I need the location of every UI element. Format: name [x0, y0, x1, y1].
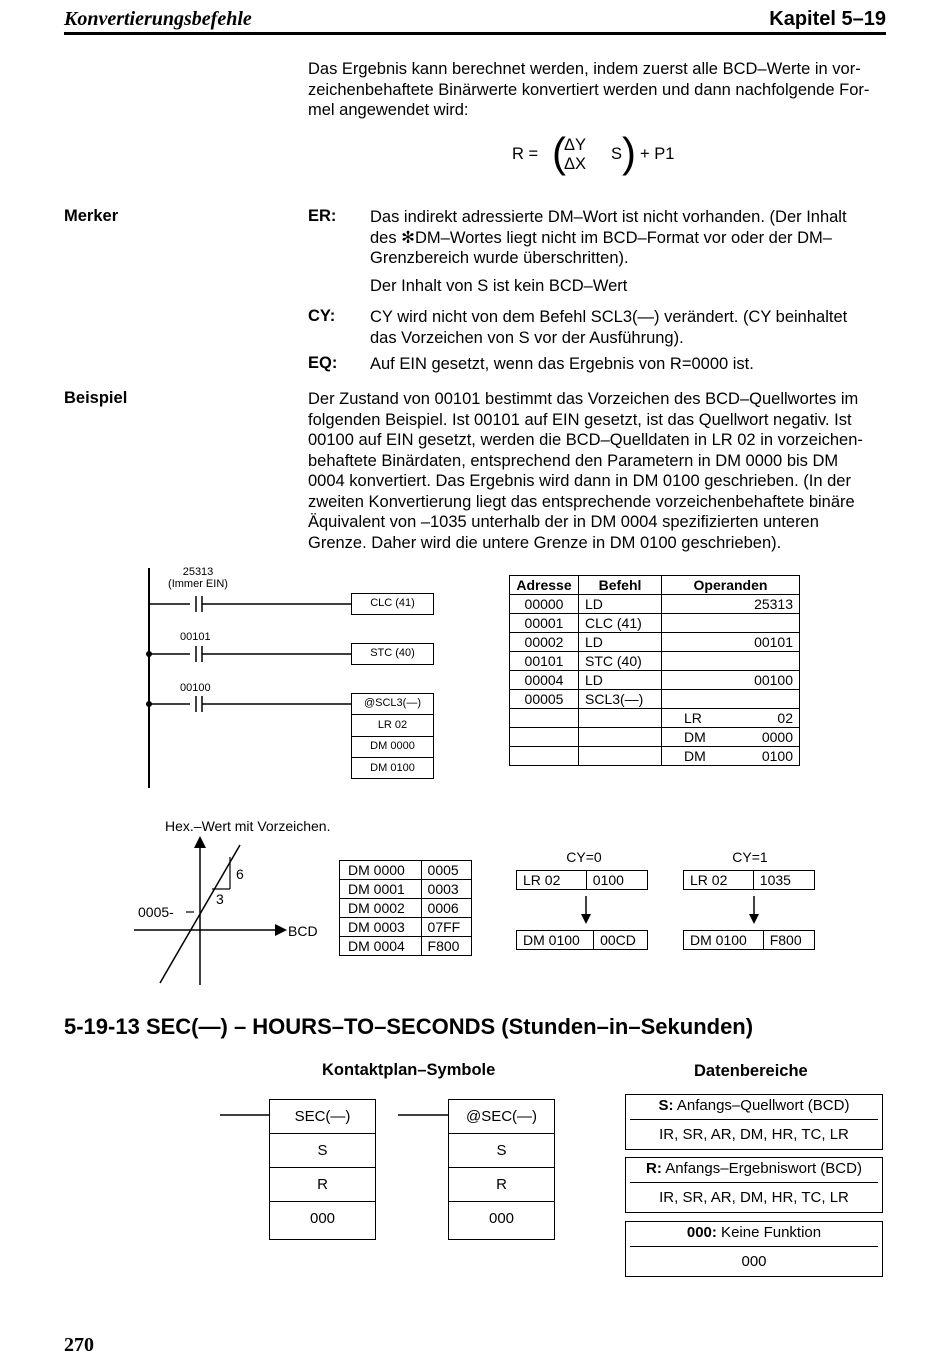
cell-operand-type: LR: [662, 709, 715, 728]
cell-operand-value: 00101: [714, 633, 800, 652]
area-s-key: S:: [658, 1097, 674, 1114]
cell-operand-value: 0000: [714, 728, 800, 747]
cy1-source-value: 1035: [753, 871, 814, 890]
areas-title: Datenbereiche: [694, 1062, 808, 1080]
table-row: [510, 690, 800, 709]
beispiel-paragraph: [308, 389, 898, 553]
dm-address: DM 0002: [340, 899, 422, 918]
cy0-arrow-icon: [580, 896, 592, 926]
formula-paren-open: (: [552, 129, 566, 176]
ladder-symbol-sec-differentiated: [448, 1099, 555, 1240]
area-r-values: IR, SR, AR, DM, HR, TC, LR: [659, 1189, 849, 1206]
table-row: [517, 931, 648, 950]
program-header: Operanden: [662, 576, 800, 595]
beispiel-line: zweiten Konvertierung liegt das entsprechende vorzeichenbehaftete binäre: [308, 492, 855, 511]
ladder-box-lr02: LR 02: [351, 714, 434, 737]
header-rule: [64, 32, 886, 35]
beispiel-label: Beispiel: [64, 389, 128, 407]
cell-address: 00005: [510, 690, 579, 709]
cy1-destination-value: F800: [763, 931, 814, 950]
table-row: [340, 937, 472, 956]
cy1-source: [683, 870, 815, 890]
area-r-key: R:: [646, 1160, 662, 1177]
ladder-box-dm0000: DM 0000: [351, 736, 434, 758]
symbol-instruction: SEC(—): [270, 1100, 375, 1134]
cell-address: 00001: [510, 614, 579, 633]
contact-00100-label: 00100: [180, 682, 211, 694]
dm-address: DM 0000: [340, 861, 422, 880]
table-row: [340, 861, 472, 880]
cell-operand-type: [662, 690, 715, 709]
cy1-arrow-icon: [748, 896, 760, 926]
table-row: [517, 871, 648, 890]
beispiel-line: behaftete Binärdaten, entsprechend den Parametern in DM 0000 bis DM: [308, 451, 839, 470]
cell-address: [510, 747, 579, 766]
area-s-desc: Anfangs–Quellwort (BCD): [673, 1097, 850, 1114]
formula-plus-p1: + P1: [640, 145, 675, 163]
formula-delta-y: ΔY: [564, 136, 587, 154]
cell-address: [510, 709, 579, 728]
symbol-instruction: @SEC(—): [449, 1100, 554, 1134]
cell-instruction: LD: [579, 671, 662, 690]
formula-s: S: [611, 145, 623, 163]
ladder-symbol-sec: [269, 1099, 376, 1240]
cell-operand-type: DM: [662, 747, 715, 766]
header-chapter-name: Konvertierungsbefehle: [64, 8, 252, 30]
cell-operand-value: [714, 690, 800, 709]
dm-address: DM 0004: [340, 937, 422, 956]
symbol-operand: R: [449, 1168, 554, 1202]
dm-address: DM 0001: [340, 880, 422, 899]
flag-cy: CY:: [308, 307, 336, 325]
beispiel-line: Grenze. Daher wird die untere Grenze in DM 0100 geschrieben).: [308, 533, 782, 552]
cell-operand-value: [714, 652, 800, 671]
table-row: [510, 747, 800, 766]
flag-er: ER:: [308, 207, 337, 225]
program-header: Befehl: [579, 576, 662, 595]
cell-operand-type: [662, 652, 715, 671]
cell-instruction: [579, 709, 662, 728]
cell-instruction: CLC (41): [579, 614, 662, 633]
table-row: [510, 633, 800, 652]
symbol-operand: 000: [488, 1210, 515, 1227]
cell-operand-value: 25313: [714, 595, 800, 614]
table-row: [684, 871, 815, 890]
area-r-desc: Anfangs–Ergebniswort (BCD): [661, 1160, 862, 1177]
area-box-000: [625, 1221, 883, 1277]
cell-operand-value: [714, 614, 800, 633]
cell-address: 00000: [510, 595, 579, 614]
cell-instruction: [579, 747, 662, 766]
merker-label: Merker: [64, 207, 119, 225]
program-table: [509, 575, 800, 766]
symbol-operand: S: [270, 1134, 375, 1168]
dm-parameter-table: [339, 860, 472, 956]
dm-value: F800: [421, 937, 471, 956]
cy0-title: CY=0: [566, 849, 602, 865]
cell-instruction: LD: [579, 595, 662, 614]
cell-address: 00004: [510, 671, 579, 690]
symbol-operand: S: [449, 1134, 554, 1168]
cy0-destination-value: 00CD: [594, 931, 648, 950]
cell-operand-value: 02: [714, 709, 800, 728]
formula-delta-x: ΔX: [564, 155, 587, 173]
dm-value: 0003: [421, 880, 471, 899]
program-header-row: [510, 576, 800, 595]
graph-intercept-label: 0005-: [138, 904, 174, 920]
program-header: Adresse: [510, 576, 579, 595]
beispiel-line: 00100 auf EIN gesetzt, werden die BCD–Quelldaten in LR 02 in vorzeichen-: [308, 431, 863, 449]
header-chapter-number: Kapitel 5–19: [769, 8, 886, 30]
dm-value: 0005: [421, 861, 471, 880]
flag-eq: EQ:: [308, 354, 338, 372]
cy0-destination: [516, 930, 648, 950]
dm-address: DM 0003: [340, 918, 422, 937]
table-row: [510, 728, 800, 747]
cy1-title: CY=1: [732, 849, 768, 865]
table-row: [510, 595, 800, 614]
cy-line: das Vorzeichen von S vor der Ausführung).: [370, 328, 684, 347]
cell-operand-type: [662, 633, 715, 652]
cell-operand-type: [662, 671, 715, 690]
intro-line: Das Ergebnis kann berechnet werden, indem zuerst alle BCD–Werte in vor-: [308, 60, 861, 78]
formula-r: R =: [512, 145, 539, 163]
formula-paren-close: ): [622, 129, 636, 176]
cy0-destination-address: DM 0100: [517, 931, 594, 950]
graph-x-label: BCD: [288, 923, 318, 939]
cell-address: [510, 728, 579, 747]
area-s-header: [630, 1095, 878, 1120]
area-000-header: [630, 1222, 878, 1247]
formula: [512, 129, 712, 178]
cell-address: 00101: [510, 652, 579, 671]
cell-address: 00002: [510, 633, 579, 652]
table-row: [340, 880, 472, 899]
intro-paragraph: [308, 59, 898, 121]
er-line: des ✻DM–Wortes liegt nicht im BCD–Format vor oder der DM–: [370, 228, 832, 247]
beispiel-line: folgenden Beispiel. Ist 00101 auf EIN gesetzt, ist das Quellwort negativ. Ist: [308, 410, 852, 429]
cell-operand-type: [662, 595, 715, 614]
beispiel-line: Äquivalent von –1035 unterhalb der in DM 0004 spezifizierten unteren: [308, 513, 819, 531]
cy1-destination-address: DM 0100: [684, 931, 764, 950]
cell-instruction: SCL3(—): [579, 690, 662, 709]
ladder-box-scl3: @SCL3(—): [351, 693, 434, 715]
area-box-r: [625, 1157, 883, 1213]
table-row: [510, 709, 800, 728]
dm-value: 07FF: [421, 918, 471, 937]
contact-25313-label: 25313: [182, 566, 214, 578]
contact-00101-label: 00101: [180, 631, 211, 643]
cy1-source-address: LR 02: [684, 871, 754, 890]
table-row: [510, 614, 800, 633]
table-row: [684, 931, 815, 950]
cy-description: [370, 307, 890, 348]
area-000-values: 000: [741, 1253, 767, 1270]
table-row: [340, 918, 472, 937]
cell-instruction: LD: [579, 633, 662, 652]
table-row: [510, 671, 800, 690]
area-r-header: [630, 1158, 878, 1183]
cy0-source-value: 0100: [586, 871, 647, 890]
ladder-box-stc: STC (40): [351, 643, 434, 665]
beispiel-line: 0004 konvertiert. Das Ergebnis wird dann in DM 0100 geschrieben. (In der: [308, 472, 851, 490]
symbol-operand: R: [270, 1168, 375, 1202]
page-number: 270: [64, 1334, 94, 1356]
er-extra: Der Inhalt von S ist kein BCD–Wert: [370, 276, 628, 295]
dm-value: 0006: [421, 899, 471, 918]
symbol-operand: 000: [309, 1210, 336, 1227]
cell-instruction: STC (40): [579, 652, 662, 671]
table-row: [340, 899, 472, 918]
graph-run-label: 3: [216, 891, 224, 907]
cy1-destination: [683, 930, 815, 950]
ladder-box-dm0100: DM 0100: [351, 757, 434, 779]
area-s-values: IR, SR, AR, DM, HR, TC, LR: [659, 1126, 849, 1143]
section-title: 5-19-13 SEC(—) – HOURS–TO–SECONDS (Stunden–in–Sekunden): [64, 1014, 754, 1039]
cell-operand-type: DM: [662, 728, 715, 747]
cy-line: CY wird nicht von dem Befehl SCL3(—) verändert. (CY beinhaltet: [370, 308, 848, 326]
cy0-source-address: LR 02: [517, 871, 587, 890]
area-box-s: [625, 1094, 883, 1150]
ladder-box-clc: CLC (41): [351, 593, 434, 615]
intro-line: mel angewendet wird:: [308, 101, 469, 119]
graph-rise-label: 6: [236, 866, 244, 882]
er-description: [370, 207, 890, 296]
area-000-desc: Keine Funktion: [716, 1224, 822, 1241]
contact-25313-note: (Immer EIN): [168, 578, 228, 590]
cell-operand-value: 00100: [714, 671, 800, 690]
cy0-source: [516, 870, 648, 890]
cell-instruction: [579, 728, 662, 747]
symbols-title: Kontaktplan–Symbole: [322, 1061, 496, 1079]
eq-description: Auf EIN gesetzt, wenn das Ergebnis von R=0000 ist.: [370, 355, 754, 373]
table-row: [510, 652, 800, 671]
cell-operand-type: [662, 614, 715, 633]
intro-line: zeichenbehaftete Binärwerte konvertiert werden und dann nachfolgende For-: [308, 80, 870, 99]
er-line: Grenzbereich wurde überschritten).: [370, 249, 629, 267]
graph-title: Hex.–Wert mit Vorzeichen.: [165, 818, 331, 834]
area-000-key: 000:: [686, 1224, 717, 1241]
beispiel-line: Der Zustand von 00101 bestimmt das Vorzeichen des BCD–Quellwortes im: [308, 390, 859, 408]
er-line: Das indirekt adressierte DM–Wort ist nicht vorhanden. (Der Inhalt: [370, 208, 847, 226]
cell-operand-value: 0100: [714, 747, 800, 766]
